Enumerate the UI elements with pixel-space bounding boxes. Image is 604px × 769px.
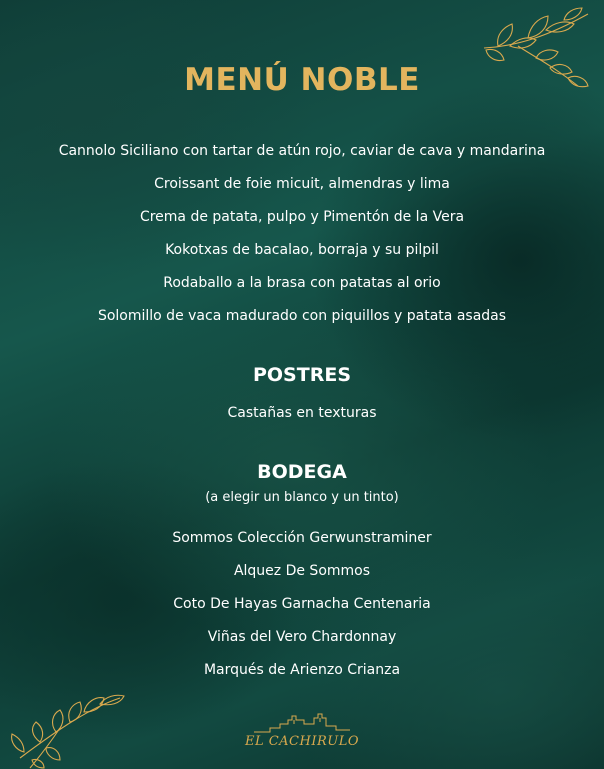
restaurant-logo-text: EL CACHIRULO	[244, 734, 360, 749]
dish-item: Croissant de foie micuit, almendras y lima	[154, 176, 450, 192]
dish-item: Solomillo de vaca madurado con piquillos y patata asadas	[97, 308, 507, 324]
bodega-note: (a elegir un blanco y un tinto)	[205, 490, 399, 505]
postres-heading: POSTRES	[252, 364, 351, 386]
dish-item: Rodaballo a la brasa con patatas al orio	[163, 275, 441, 291]
wine-item: Sommos Colección Gerwunstraminer	[172, 530, 432, 546]
wine-item: Viñas del Vero Chardonnay	[207, 629, 397, 645]
leaf-branch-bottom-left-icon	[0, 688, 130, 769]
wine-item: Marqués de Arienzo Crianza	[203, 662, 401, 678]
castle-logo-icon	[252, 712, 352, 734]
dish-item: Kokotxas de bacalao, borraja y su pilpil	[165, 242, 439, 258]
menu-title: MENÚ NOBLE	[184, 62, 420, 98]
dish-item: Crema de patata, pulpo y Pimentón de la Vera	[139, 209, 465, 225]
wine-item: Coto De Hayas Garnacha Centenaria	[173, 596, 431, 612]
dessert-item: Castañas en texturas	[227, 405, 377, 421]
wine-item: Alquez De Sommos	[233, 563, 371, 579]
dish-item: Cannolo Siciliano con tartar de atún rojo, caviar de cava y mandarina	[58, 143, 546, 159]
bodega-heading: BODEGA	[257, 461, 347, 483]
